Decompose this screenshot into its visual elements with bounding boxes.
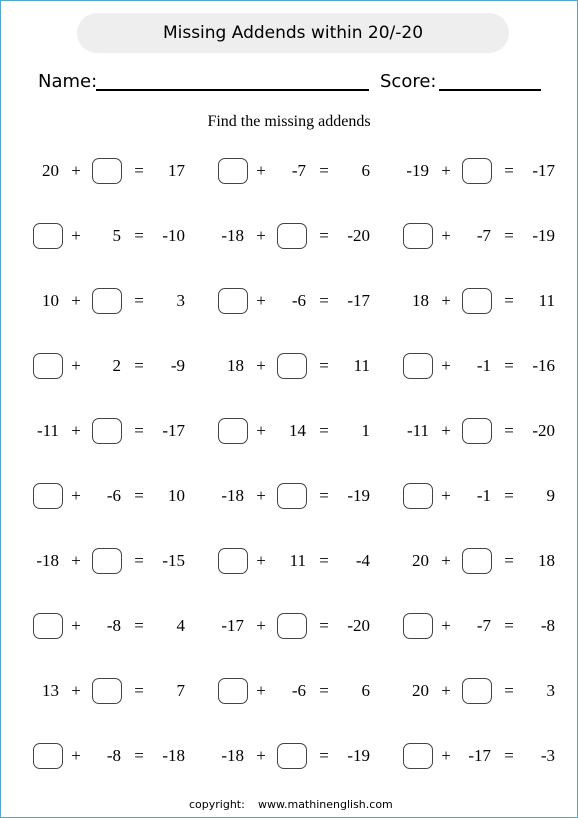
first-term: -17 bbox=[221, 616, 244, 635]
equals-sign: = bbox=[504, 681, 514, 700]
answer-box[interactable] bbox=[33, 353, 63, 379]
plus-sign: + bbox=[441, 226, 451, 245]
answer-box[interactable] bbox=[92, 418, 122, 444]
equals-sign: = bbox=[134, 616, 144, 635]
problem bbox=[31, 613, 191, 639]
first-term: 20 bbox=[412, 681, 429, 700]
first-term: 18 bbox=[412, 291, 429, 310]
problem bbox=[401, 548, 561, 574]
sum: -20 bbox=[347, 226, 370, 245]
problem bbox=[31, 288, 191, 314]
plus-sign: + bbox=[71, 421, 81, 440]
plus-sign: + bbox=[441, 681, 451, 700]
sum: 3 bbox=[176, 291, 185, 310]
equals-sign: = bbox=[319, 486, 329, 505]
answer-box[interactable] bbox=[403, 223, 433, 249]
score-line[interactable] bbox=[439, 89, 541, 91]
equals-sign: = bbox=[134, 421, 144, 440]
equals-sign: = bbox=[319, 226, 329, 245]
answer-box[interactable] bbox=[33, 223, 63, 249]
plus-sign: + bbox=[441, 356, 451, 375]
first-term: 10 bbox=[42, 291, 59, 310]
second-term: 11 bbox=[289, 551, 306, 570]
sum: -19 bbox=[347, 746, 370, 765]
equals-sign: = bbox=[319, 681, 329, 700]
equals-sign: = bbox=[504, 226, 514, 245]
plus-sign: + bbox=[256, 551, 266, 570]
sum: -20 bbox=[347, 616, 370, 635]
answer-box[interactable] bbox=[92, 678, 122, 704]
sum: 17 bbox=[168, 161, 185, 180]
answer-box[interactable] bbox=[462, 158, 492, 184]
second-term: 5 bbox=[112, 226, 121, 245]
answer-box[interactable] bbox=[218, 158, 248, 184]
plus-sign: + bbox=[71, 486, 81, 505]
problem bbox=[216, 418, 376, 444]
problem bbox=[216, 678, 376, 704]
problem bbox=[401, 613, 561, 639]
equals-sign: = bbox=[134, 681, 144, 700]
second-term: -8 bbox=[106, 746, 121, 765]
sum: -19 bbox=[532, 226, 555, 245]
problem bbox=[31, 678, 191, 704]
equals-sign: = bbox=[319, 356, 329, 375]
plus-sign: + bbox=[71, 161, 81, 180]
equals-sign: = bbox=[319, 291, 329, 310]
sum: 1 bbox=[361, 421, 370, 440]
second-term: -6 bbox=[291, 681, 306, 700]
first-term: 20 bbox=[412, 551, 429, 570]
plus-sign: + bbox=[441, 551, 451, 570]
sum: 18 bbox=[538, 551, 555, 570]
sum: 7 bbox=[176, 681, 185, 700]
answer-box[interactable] bbox=[218, 548, 248, 574]
equals-sign: = bbox=[134, 226, 144, 245]
answer-box[interactable] bbox=[92, 548, 122, 574]
sum: -20 bbox=[532, 421, 555, 440]
second-term: -8 bbox=[106, 616, 121, 635]
plus-sign: + bbox=[71, 291, 81, 310]
plus-sign: + bbox=[256, 226, 266, 245]
sum: -17 bbox=[347, 291, 370, 310]
plus-sign: + bbox=[71, 746, 81, 765]
sum: 6 bbox=[361, 161, 370, 180]
equals-sign: = bbox=[319, 616, 329, 635]
score-label: Score: bbox=[380, 71, 437, 92]
sum: 4 bbox=[176, 616, 185, 635]
problem bbox=[216, 743, 376, 769]
problem bbox=[31, 223, 191, 249]
sum: -19 bbox=[347, 486, 370, 505]
copyright-label: copyright: bbox=[189, 798, 245, 811]
equals-sign: = bbox=[504, 356, 514, 375]
answer-box[interactable] bbox=[277, 223, 307, 249]
name-label: Name: bbox=[38, 71, 98, 92]
equals-sign: = bbox=[504, 616, 514, 635]
equals-sign: = bbox=[134, 746, 144, 765]
equals-sign: = bbox=[504, 291, 514, 310]
plus-sign: + bbox=[71, 356, 81, 375]
name-line[interactable] bbox=[96, 89, 369, 91]
answer-box[interactable] bbox=[277, 353, 307, 379]
website-link[interactable]: www.mathinenglish.com bbox=[258, 798, 393, 811]
second-term: 14 bbox=[289, 421, 306, 440]
equals-sign: = bbox=[504, 161, 514, 180]
second-term: -17 bbox=[468, 746, 491, 765]
sum: 11 bbox=[538, 291, 555, 310]
problem bbox=[31, 418, 191, 444]
second-term: 2 bbox=[112, 356, 121, 375]
problem bbox=[401, 743, 561, 769]
problem bbox=[31, 743, 191, 769]
plus-sign: + bbox=[441, 161, 451, 180]
answer-box[interactable] bbox=[403, 613, 433, 639]
plus-sign: + bbox=[71, 616, 81, 635]
problem bbox=[216, 223, 376, 249]
equals-sign: = bbox=[504, 551, 514, 570]
equals-sign: = bbox=[134, 486, 144, 505]
first-term: -18 bbox=[36, 551, 59, 570]
problem bbox=[216, 158, 376, 184]
plus-sign: + bbox=[256, 356, 266, 375]
answer-box[interactable] bbox=[92, 288, 122, 314]
plus-sign: + bbox=[441, 746, 451, 765]
problem bbox=[401, 418, 561, 444]
sum: -3 bbox=[540, 746, 555, 765]
plus-sign: + bbox=[256, 486, 266, 505]
plus-sign: + bbox=[441, 616, 451, 635]
equals-sign: = bbox=[319, 161, 329, 180]
equals-sign: = bbox=[319, 551, 329, 570]
second-term: -6 bbox=[291, 291, 306, 310]
plus-sign: + bbox=[256, 746, 266, 765]
problem bbox=[401, 483, 561, 509]
answer-box[interactable] bbox=[462, 548, 492, 574]
answer-box[interactable] bbox=[462, 418, 492, 444]
equals-sign: = bbox=[319, 421, 329, 440]
plus-sign: + bbox=[256, 291, 266, 310]
answer-box[interactable] bbox=[462, 288, 492, 314]
first-term: -11 bbox=[36, 421, 59, 440]
first-term: -19 bbox=[406, 161, 429, 180]
first-term: 20 bbox=[42, 161, 59, 180]
problem bbox=[401, 158, 561, 184]
answer-box[interactable] bbox=[33, 743, 63, 769]
first-term: 13 bbox=[42, 681, 59, 700]
problem bbox=[216, 288, 376, 314]
problem bbox=[216, 613, 376, 639]
problem bbox=[216, 483, 376, 509]
sum: 11 bbox=[353, 356, 370, 375]
first-term: -18 bbox=[221, 746, 244, 765]
sum: 3 bbox=[546, 681, 555, 700]
answer-box[interactable] bbox=[33, 483, 63, 509]
sum: -18 bbox=[162, 746, 185, 765]
problem bbox=[401, 353, 561, 379]
second-term: -7 bbox=[476, 226, 491, 245]
sum: -10 bbox=[162, 226, 185, 245]
equals-sign: = bbox=[319, 746, 329, 765]
plus-sign: + bbox=[71, 681, 81, 700]
equals-sign: = bbox=[504, 421, 514, 440]
answer-box[interactable] bbox=[277, 613, 307, 639]
sum: -9 bbox=[170, 356, 185, 375]
first-term: -18 bbox=[221, 486, 244, 505]
answer-box[interactable] bbox=[92, 158, 122, 184]
problem bbox=[31, 353, 191, 379]
plus-sign: + bbox=[71, 551, 81, 570]
second-term: -1 bbox=[476, 356, 491, 375]
equals-sign: = bbox=[504, 746, 514, 765]
problem bbox=[216, 353, 376, 379]
equals-sign: = bbox=[134, 551, 144, 570]
second-term: -7 bbox=[291, 161, 306, 180]
answer-box[interactable] bbox=[277, 483, 307, 509]
answer-box[interactable] bbox=[218, 418, 248, 444]
equals-sign: = bbox=[134, 291, 144, 310]
first-term: -11 bbox=[406, 421, 429, 440]
answer-box[interactable] bbox=[218, 288, 248, 314]
plus-sign: + bbox=[256, 616, 266, 635]
plus-sign: + bbox=[256, 421, 266, 440]
answer-box[interactable] bbox=[218, 678, 248, 704]
plus-sign: + bbox=[256, 681, 266, 700]
sum: -8 bbox=[540, 616, 555, 635]
sum: -16 bbox=[532, 356, 555, 375]
problem bbox=[401, 223, 561, 249]
answer-box[interactable] bbox=[33, 613, 63, 639]
problem bbox=[31, 483, 191, 509]
sum: 10 bbox=[168, 486, 185, 505]
answer-box[interactable] bbox=[403, 483, 433, 509]
equals-sign: = bbox=[504, 486, 514, 505]
problem bbox=[401, 678, 561, 704]
sum: -17 bbox=[532, 161, 555, 180]
first-term: -18 bbox=[221, 226, 244, 245]
equals-sign: = bbox=[134, 161, 144, 180]
sum: -17 bbox=[162, 421, 185, 440]
problem bbox=[216, 548, 376, 574]
sum: 9 bbox=[546, 486, 555, 505]
plus-sign: + bbox=[441, 421, 451, 440]
plus-sign: + bbox=[441, 291, 451, 310]
worksheet-title: Missing Addends within 20/-20 bbox=[162, 23, 424, 43]
problem bbox=[401, 288, 561, 314]
plus-sign: + bbox=[71, 226, 81, 245]
equals-sign: = bbox=[134, 356, 144, 375]
problem bbox=[31, 158, 191, 184]
sum: -4 bbox=[355, 551, 370, 570]
problem bbox=[31, 548, 191, 574]
answer-box[interactable] bbox=[462, 678, 492, 704]
sum: -15 bbox=[162, 551, 185, 570]
answer-box[interactable] bbox=[277, 743, 307, 769]
plus-sign: + bbox=[256, 161, 266, 180]
answer-box[interactable] bbox=[403, 353, 433, 379]
second-term: -6 bbox=[106, 486, 121, 505]
sum: 6 bbox=[361, 681, 370, 700]
second-term: -1 bbox=[476, 486, 491, 505]
instructions: Find the missing addends bbox=[207, 113, 371, 130]
plus-sign: + bbox=[441, 486, 451, 505]
answer-box[interactable] bbox=[403, 743, 433, 769]
first-term: 18 bbox=[227, 356, 244, 375]
second-term: -7 bbox=[476, 616, 491, 635]
